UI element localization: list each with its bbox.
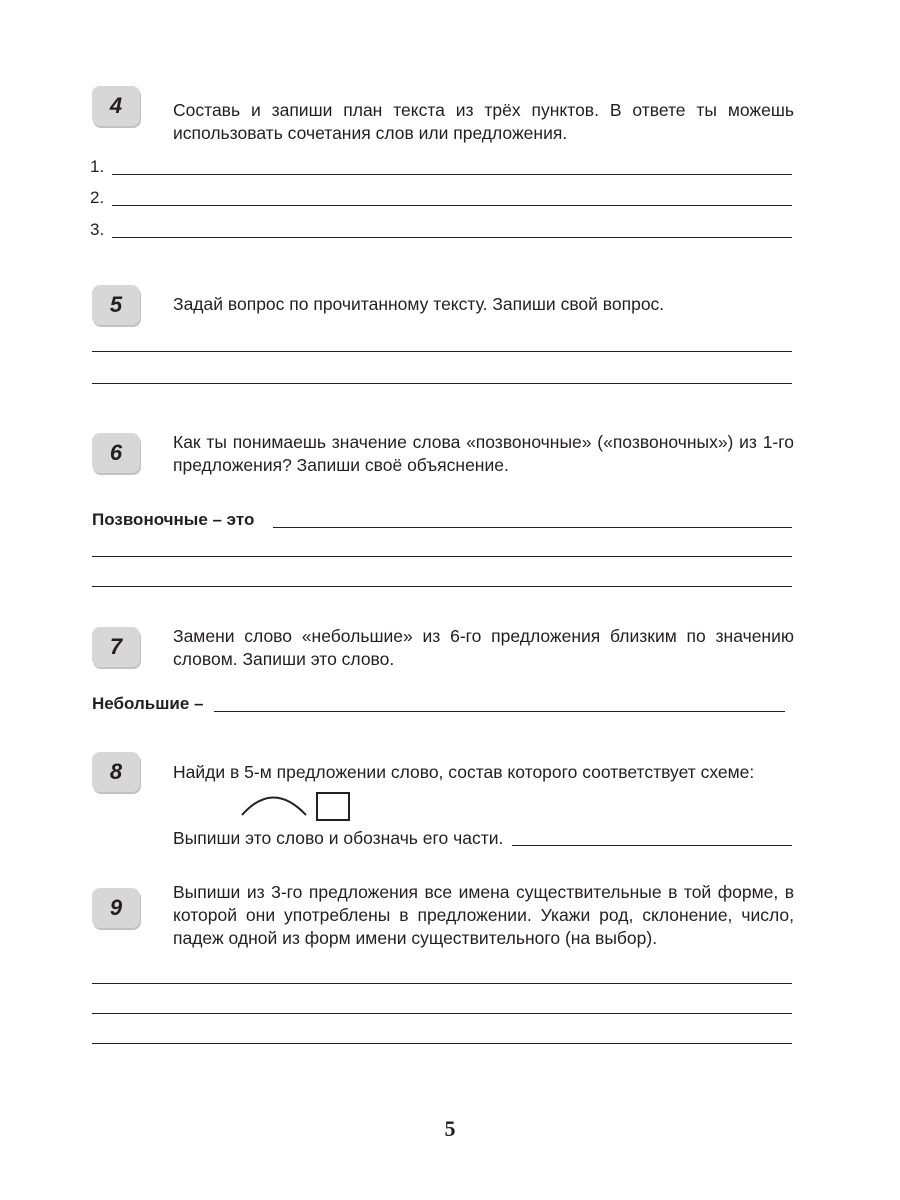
answer-line[interactable] [92,1043,792,1044]
answer-line[interactable] [92,351,792,352]
answer-line[interactable] [92,383,792,384]
answer-line[interactable] [512,845,792,846]
plan-item-1-number: 1. [90,157,105,176]
task-9-text: Выпиши из 3-го предложения все имена существительные в той форме, в которой они употреблены в предложении. Укажи род, склонение, число, падеж одной из форм имени существительного (на выбор). [173,882,794,948]
task-4-text: Составь и запиши план текста из трёх пунктов. В ответе ты можешь использовать сочетания слов или предложения. [173,100,794,143]
plan-item-1-line[interactable] [112,174,792,175]
answer-line[interactable] [273,527,792,528]
root-arc-icon [242,798,306,816]
ending-box-icon [317,793,349,820]
answer-line[interactable] [214,711,785,712]
task-number: 5 [109,292,123,317]
task-number: 7 [109,634,123,659]
task-8-text: Найди в 5-м предложении слово, состав которого соответствует схеме: [173,762,755,782]
answer-line[interactable] [92,586,792,587]
task-number-badge-6 [92,433,140,473]
plan-item-2-line[interactable] [112,205,792,206]
answer-line[interactable] [92,1013,792,1014]
answer-label: Небольшие – [92,694,204,713]
plan-item-3-number: 3. [90,220,105,239]
task-number: 4 [109,93,123,118]
task-8-instruction: Выпиши это слово и обозначь его части. [173,828,504,848]
task-number-badge-7 [92,627,140,667]
plan-item-3-line[interactable] [112,237,792,238]
task-5-text: Задай вопрос по прочитанному тексту. Запиши свой вопрос. [173,294,665,314]
task-number: 9 [109,895,123,920]
answer-line[interactable] [92,556,792,557]
answer-line[interactable] [92,983,792,984]
task-number-badge-5 [92,285,140,325]
answer-label: Позвоночные – это [92,510,255,529]
page-number: 5 [444,1116,456,1141]
task-number: 6 [109,440,123,465]
task-number-badge-9 [92,888,140,928]
task-7-text: Замени слово «небольшие» из 6-го предложения близким по значению словом. Запиши это слово. [173,626,794,669]
task-number-badge-8 [92,752,140,792]
word-structure-scheme [236,788,356,824]
task-number-badge-4 [92,86,140,126]
task-6-text: Как ты понимаешь значение слова «позвоночные» («позвоночных») из 1-го предложения? Запиши своё объяснение. [173,432,794,475]
plan-item-2-number: 2. [90,188,105,207]
task-number: 8 [109,759,123,784]
